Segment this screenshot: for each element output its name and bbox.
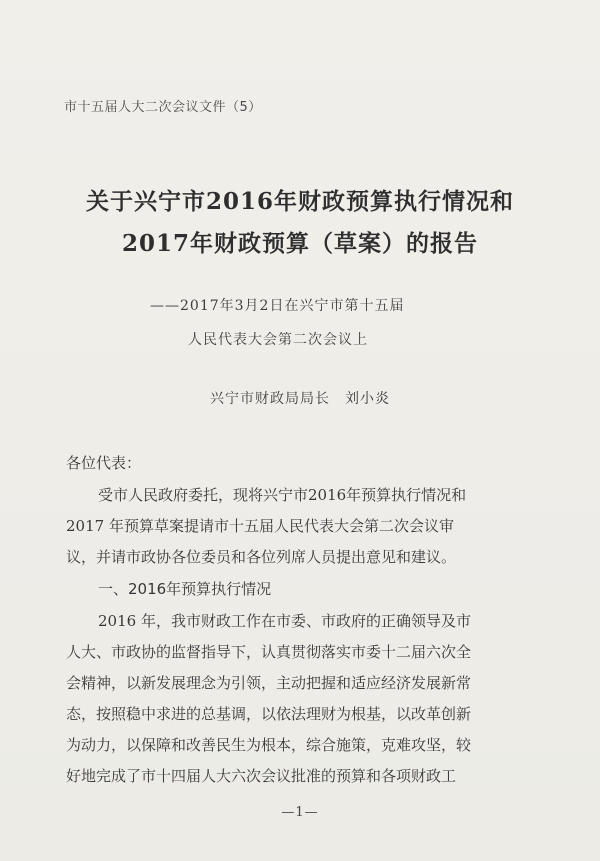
paragraph-1-line-3: 议，并请市政协各位委员和各位列席人员提出意见和建议。 [66, 548, 457, 566]
paragraph-2-line-5: 为动力，以保障和改善民生为根本，综合施策，克难攻坚，较 [66, 736, 472, 754]
report-subtitle-line-1: ——2017年3月2日在兴宁市第十五届 [150, 298, 405, 314]
paragraph-2-line-2: 人大、市政协的监督指导下，认真贯彻落实市委十二届六次全 [66, 643, 472, 661]
report-title-line-1: 关于兴宁市2016年财政预算执行情况和 [85, 188, 514, 215]
paragraph-2-line-1: 2016 年，我市财政工作在市委、市政府的正确领导及市 [98, 612, 471, 630]
report-subtitle-line-2: 人民代表大会第二次会议上 [188, 332, 368, 348]
report-title-line-2: 2017年财政预算（草案）的报告 [121, 230, 478, 257]
page-number: —1— [281, 805, 319, 820]
paragraph-2-line-6: 好地完成了市十四届人大六次会议批准的预算和各项财政工 [66, 767, 457, 785]
salutation: 各位代表： [66, 454, 142, 472]
section-1-heading: 一、2016年预算执行情况 [98, 580, 272, 598]
paragraph-2-line-4: 态，按照稳中求进的总基调，以依法理财为根基，以改革创新 [66, 705, 472, 723]
paragraph-2-line-3: 会精神，以新发展理念为引领，主动把握和适应经济发展新常 [66, 674, 472, 692]
document-file-tag: 市十五届人大二次会议文件（5） [64, 100, 262, 115]
paragraph-1-line-1: 受市人民政府委托，现将兴宁市2016年预算执行情况和 [98, 486, 467, 504]
paragraph-1-line-2: 2017 年预算草案提请市十五届人民代表大会第二次会议审 [66, 517, 454, 535]
report-author: 兴宁市财政局局长 刘小炎 [210, 391, 390, 407]
